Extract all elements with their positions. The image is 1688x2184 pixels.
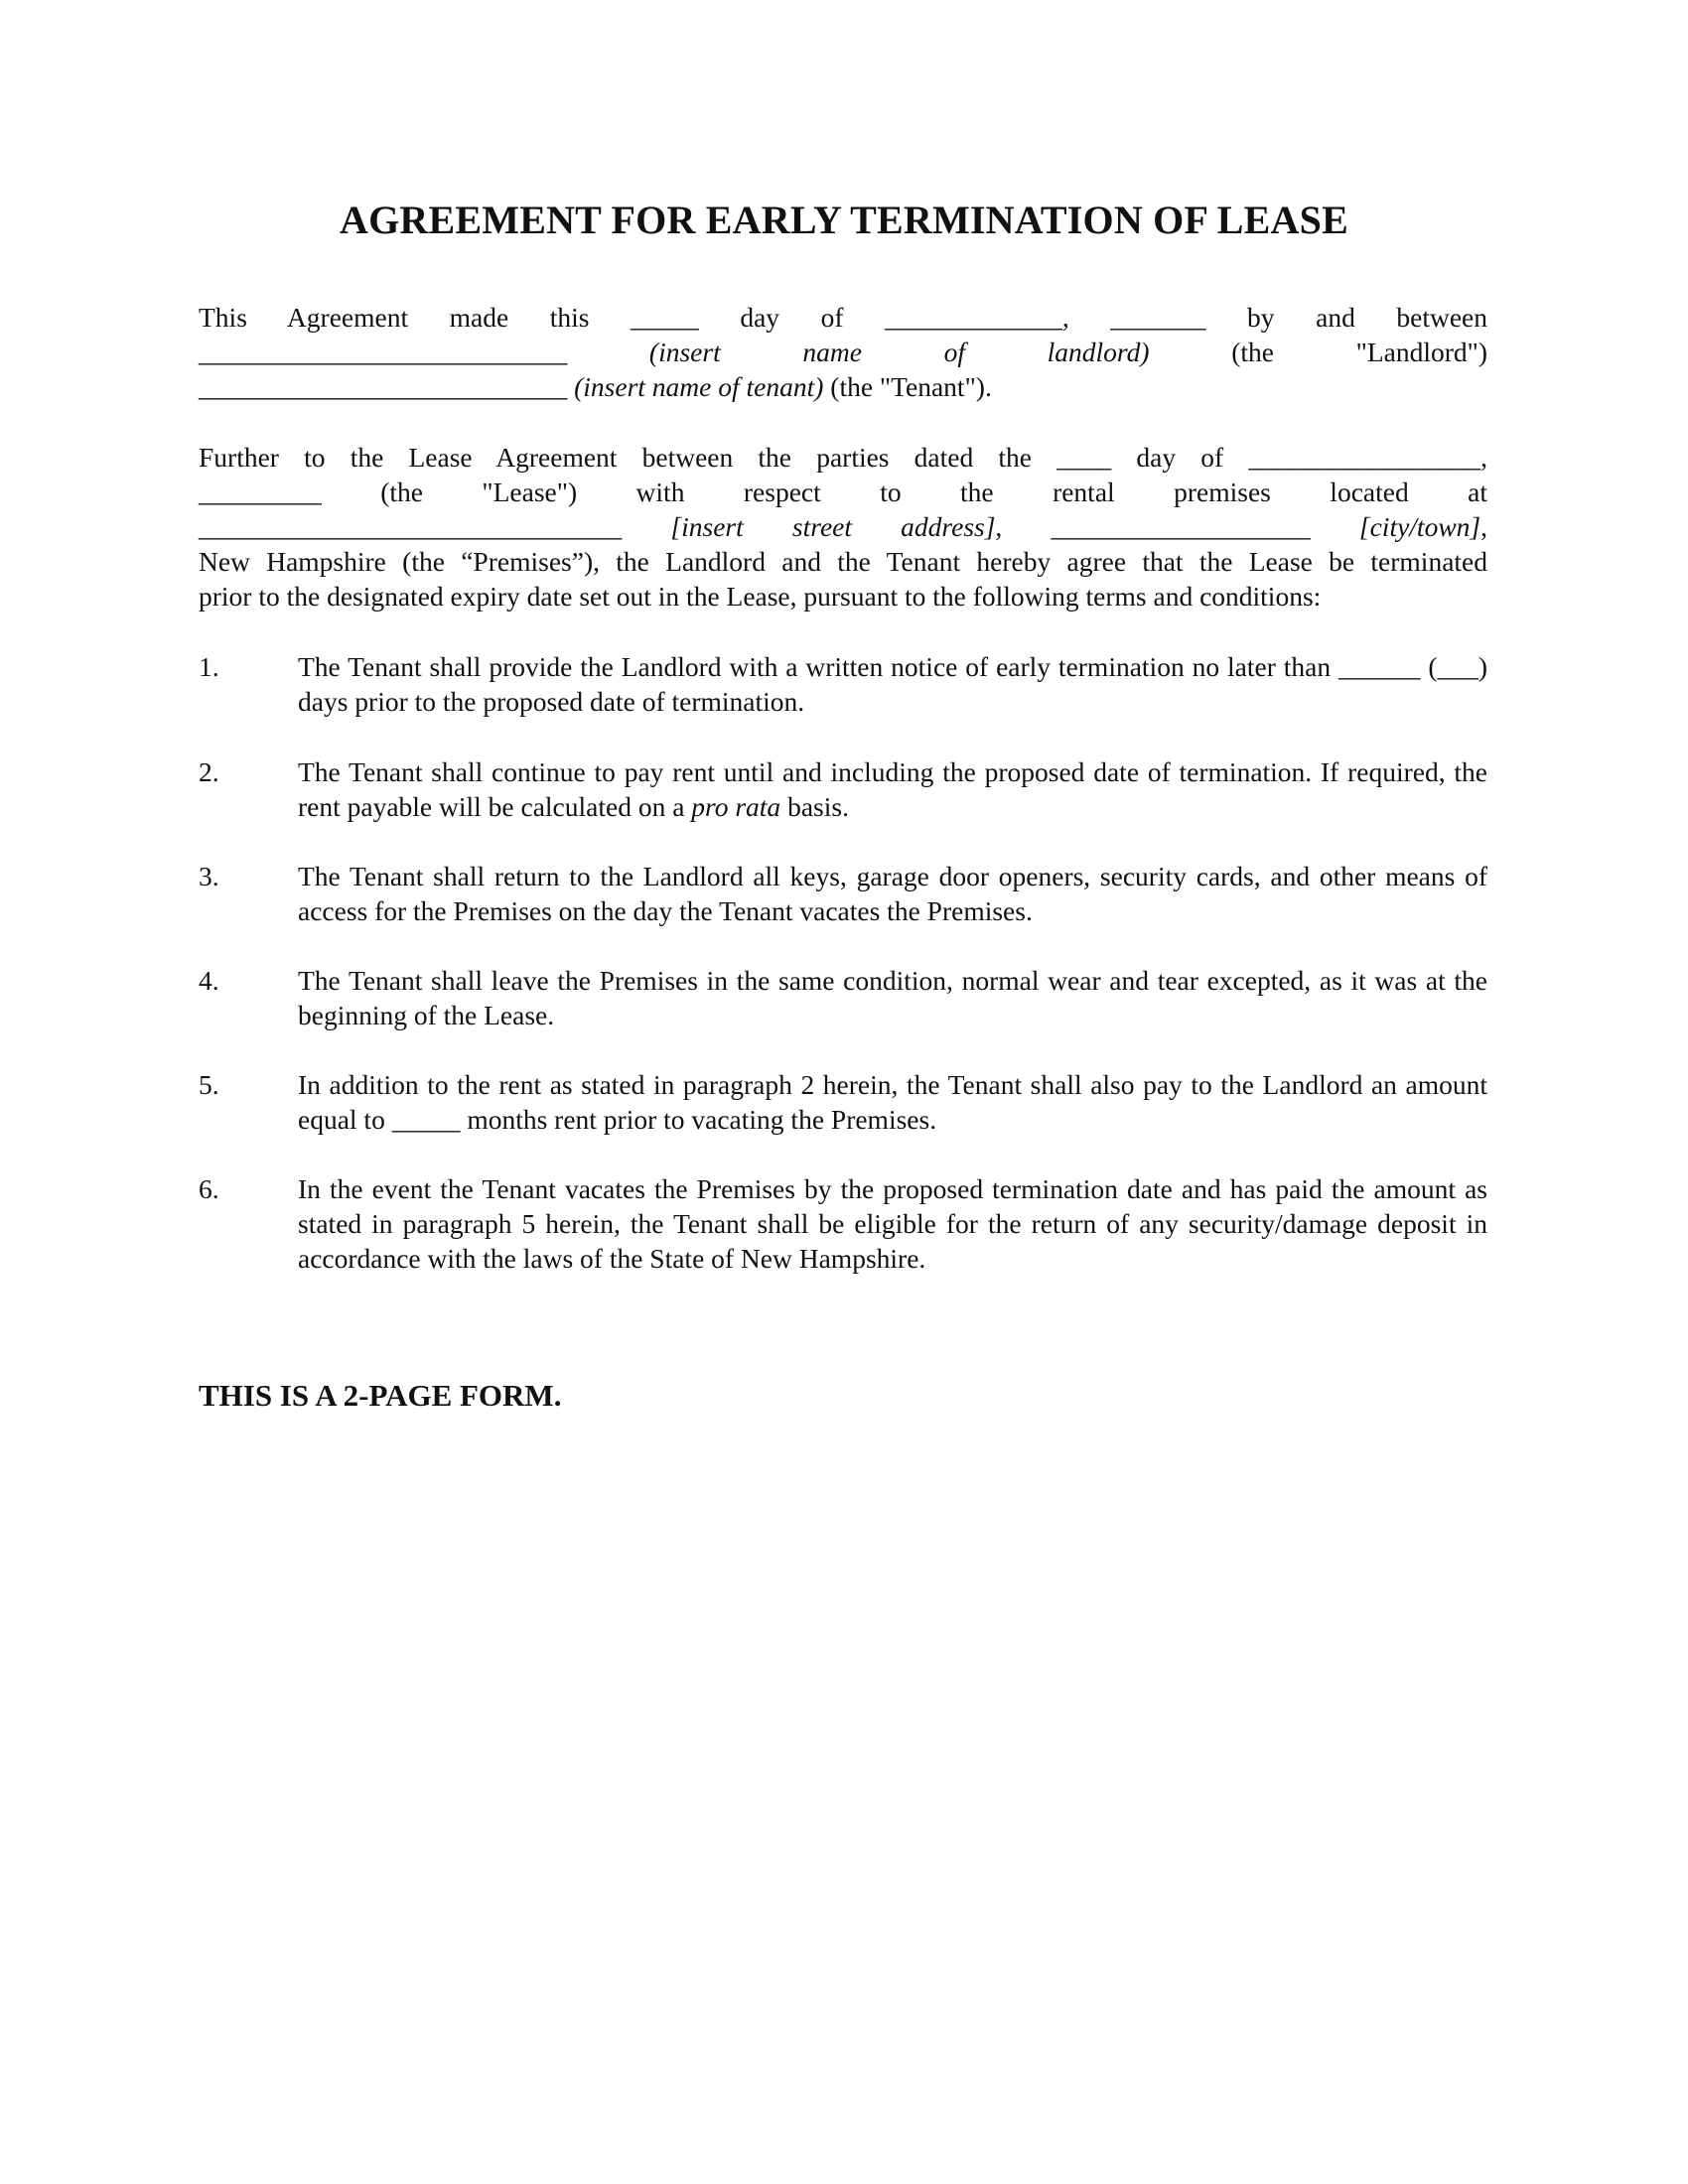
tenant-name-blank: ___________________________ [199,371,568,402]
term-number: 2. [199,756,219,787]
city-hint: [city/town] [1358,511,1481,542]
term-text: In addition to the rent as stated in paragraph 2 herein, the Tenant shall also pay to the Landlord an amount equal to _____ months rent prior to vacating the Premises. [298,1069,1487,1135]
street-address-blank: _______________________________ [199,511,623,542]
term-text: The Tenant shall provide the Landlord with a written notice of early termination no later than ______ (___) days prior to the proposed date of termination. [298,651,1487,717]
further-line-4: New Hampshire (the “Premises”), the Landlord and the Tenant hereby agree that the Lease be terminated [199,546,1487,577]
landlord-name-hint: (insert name of landlord) [648,337,1150,367]
intro-line-2 [199,335,1487,369]
term-text-part: The Tenant shall continue to pay rent until and including the proposed date of termination. If required, the rent payable will be calculated on a [298,756,1487,822]
city-blank: ___________________ [1051,511,1311,542]
street-address-hint: [insert street address], [670,511,1003,542]
form-length-notice: THIS IS A 2-PAGE FORM. [199,1378,562,1413]
term-number: 5. [199,1069,219,1100]
term-text [298,754,1487,824]
further-line-2: _________ (the "Lease") with respect to the rental premises located at [199,477,1487,507]
term-number: 4. [199,965,219,996]
further-line-1: Further to the Lease Agreement between the parties dated the ____ day of _________________, [199,442,1487,473]
intro-line-1: This Agreement made this _____ day of _____________, _______ by and between [199,302,1487,333]
intro-line-3 [199,369,1487,404]
line-comma: , [1480,511,1487,542]
term-number: 6. [199,1173,219,1204]
term-text: The Tenant shall leave the Premises in the same condition, normal wear and tear excepted, as it was at the beginning of the Lease. [298,965,1487,1030]
further-line-5: prior to the designated expiry date set out in the Lease, pursuant to the following terms and conditions: [199,581,1322,612]
further-paragraph [199,440,1487,614]
document-title: AGREEMENT FOR EARLY TERMINATION OF LEASE [340,198,1348,242]
term-number: 3. [199,861,219,891]
tenant-definition: (the "Tenant"). [830,371,992,402]
pro-rata-term: pro rata [691,791,781,822]
further-line-3 [199,509,1487,544]
term-text: The Tenant shall return to the Landlord all keys, garage door openers, security cards, and other means of access for the Premises on the day the Tenant vacates the Premises. [298,861,1487,926]
tenant-name-hint: (insert name of tenant) [574,371,824,402]
term-text: In the event the Tenant vacates the Premises by the proposed termination date and has paid the amount as stated in paragraph 5 herein, the Tenant shall be eligible for the return of any security/damage deposit in accordance with the laws of the State of New Hampshire. [298,1173,1487,1274]
landlord-definition: (the "Landlord") [1231,337,1488,367]
term-number: 1. [199,651,219,682]
landlord-name-blank: ___________________________ [199,337,568,367]
intro-paragraph [199,300,1487,404]
term-text-part: basis. [787,791,849,822]
